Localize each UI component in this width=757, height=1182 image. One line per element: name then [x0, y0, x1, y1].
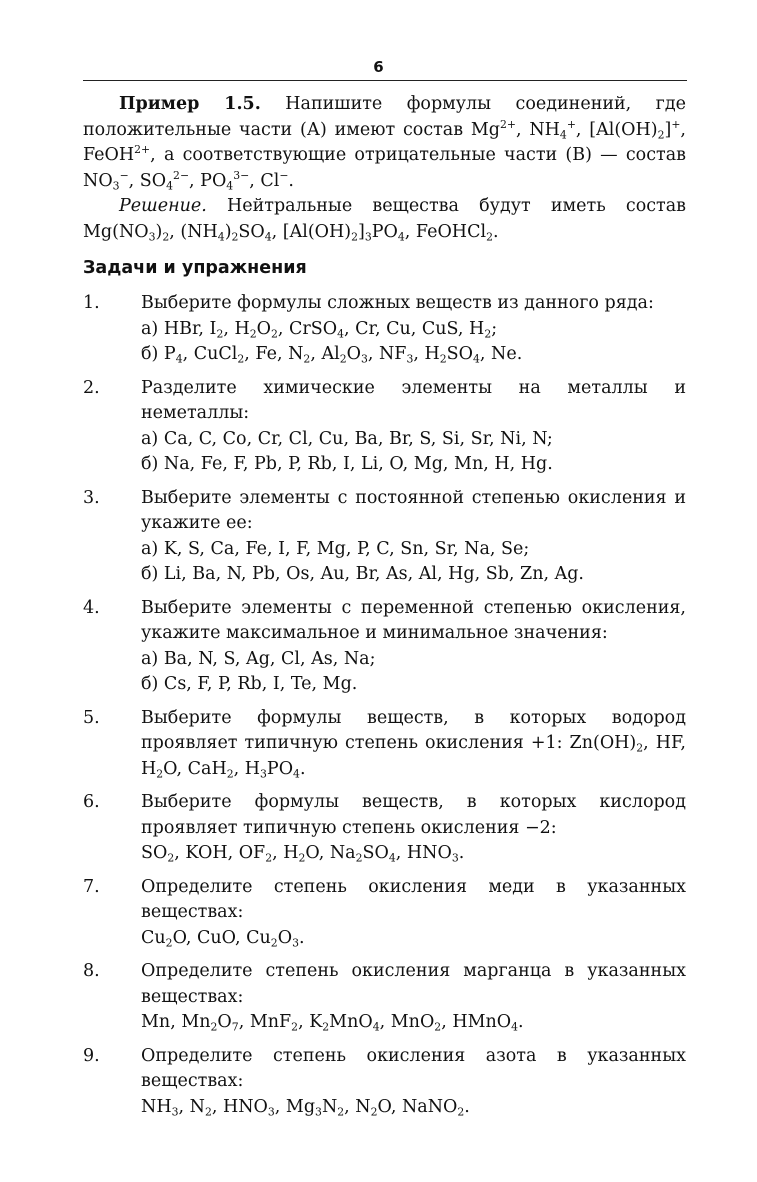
task-line: б) Cs, F, P, Rb, I, Te, Mg. — [141, 674, 358, 694]
task-item — [83, 706, 686, 783]
task-item — [83, 291, 686, 368]
task-item — [83, 596, 686, 698]
task-line: б) Li, Ba, N, Pb, Os, Au, Br, As, Al, Hg, Sb, Zn, Ag. — [141, 564, 584, 584]
example-label: Пример 1.5. — [119, 94, 261, 114]
task-number: 2. — [83, 377, 100, 398]
task-number: 8. — [83, 961, 100, 981]
section-heading: Задачи и упражнения — [83, 258, 307, 278]
task-body — [141, 376, 686, 478]
example-text: Напишите формулы соединений, где положительные части (А) имеют состав $Mg^{2+}$, $NH_4^+$, $[Al(OH)_2]^+$, FeOH$^{2+}$, а соответствующие отрицательные части (В) — состав $NO_3^-$, $SO_4^{2-}$, $PO_4^{3-}$, Cl−. — [83, 94, 686, 192]
task-body — [141, 1044, 686, 1121]
task-line: $Cu_2O$, CuO, $Cu_2O_3$. — [141, 927, 305, 949]
task-text: Выберите формулы сложных веществ из данного ряда: — [141, 293, 654, 313]
task-number: 3. — [83, 487, 100, 508]
solution-paragraph — [83, 194, 686, 245]
task-body — [141, 596, 686, 698]
task-list — [83, 291, 686, 1120]
task-line: б) Na, Fe, F, Pb, P, Rb, I, Li, O, Mg, Mn, H, Hg. — [141, 454, 553, 474]
example-paragraph — [83, 92, 686, 194]
task-body — [141, 706, 686, 783]
task-number: 4. — [83, 597, 100, 618]
task-number: 1. — [83, 293, 100, 313]
task-body — [141, 790, 686, 867]
task-line: а) Ba, N, S, Ag, Cl, As, Na; — [141, 648, 376, 669]
task-body — [141, 486, 686, 588]
task-body — [141, 875, 686, 952]
task-text: Выберите элементы с переменной степенью окисления, укажите максимальное и минимальное значения: — [141, 597, 686, 643]
task-number: 6. — [83, 792, 100, 812]
task-line: а) K, S, Ca, Fe, I, F, Mg, P, C, Sn, Sr, Na, Se; — [141, 538, 530, 559]
task-text: Выберите формулы веществ, в которых водород проявляет типичную степень окисления +1: $Zn(OH)_2$, HF, $H_2O$, CaH$_2$, $H_3PO_4$. — [141, 707, 686, 780]
task-item — [83, 875, 686, 952]
task-line: Mn, $Mn_2O_7$, MnF$_2$, $K_2MnO_4$, MnO$_2$, HMnO$_4$. — [141, 1012, 524, 1034]
solution-text: Нейтральные вещества будут иметь состав $Mg(NO_3)_2$, $(NH_4)_2SO_4$, $[Al(OH)_2]_3PO_4$, FeOHCl$_2$. — [83, 196, 686, 243]
task-number: 7. — [83, 876, 100, 897]
task-text: Определите степень окисления марганца в указанных веществах: — [141, 961, 686, 1007]
task-text: Выберите элементы с постоянной степенью окисления и укажите ее: — [141, 487, 686, 533]
task-text: Определите степень окисления меди в указанных веществах: — [141, 876, 686, 922]
task-text: Разделите химические элементы на металлы и неметаллы: — [141, 377, 686, 423]
task-number: 5. — [83, 707, 100, 728]
header-rule — [83, 80, 687, 81]
task-line: б) $P_4$, CuCl$_2$, Fe, $N_2$, $Al_2O_3$, $NF_3$, $H_2SO_4$, Ne. — [141, 344, 523, 366]
task-line: $SO_2$, KOH, $OF_2$, $H_2O$, $Na_2SO_4$, $HNO_3$. — [141, 843, 465, 865]
task-text: Определите степень окисления азота в указанных веществах: — [141, 1045, 686, 1091]
task-body — [141, 959, 686, 1036]
task-item — [83, 486, 686, 588]
page-number: 6 — [373, 58, 384, 76]
task-number: 9. — [83, 1045, 100, 1066]
task-line: $NH_3$, $N_2$, $HNO_3$, $Mg_3N_2$, $N_2O$, NaNO$_2$. — [141, 1096, 470, 1118]
task-text: Выберите формулы веществ, в которых кислород проявляет типичную степень окисления −2: — [141, 792, 686, 838]
task-line: а) Ca, C, Co, Cr, Cl, Cu, Ba, Br, S, Si, Sr, Ni, N; — [141, 428, 553, 449]
task-item — [83, 376, 686, 478]
task-line: а) HBr, $I_2$, $H_2O_2$, CrSO$_4$, Cr, Cu, CuS, $H_2$; — [141, 318, 498, 340]
task-body — [141, 291, 686, 368]
solution-label: Решение. — [119, 196, 207, 216]
task-item — [83, 959, 686, 1036]
page-content — [83, 92, 686, 1128]
task-item — [83, 790, 686, 867]
task-item — [83, 1044, 686, 1121]
